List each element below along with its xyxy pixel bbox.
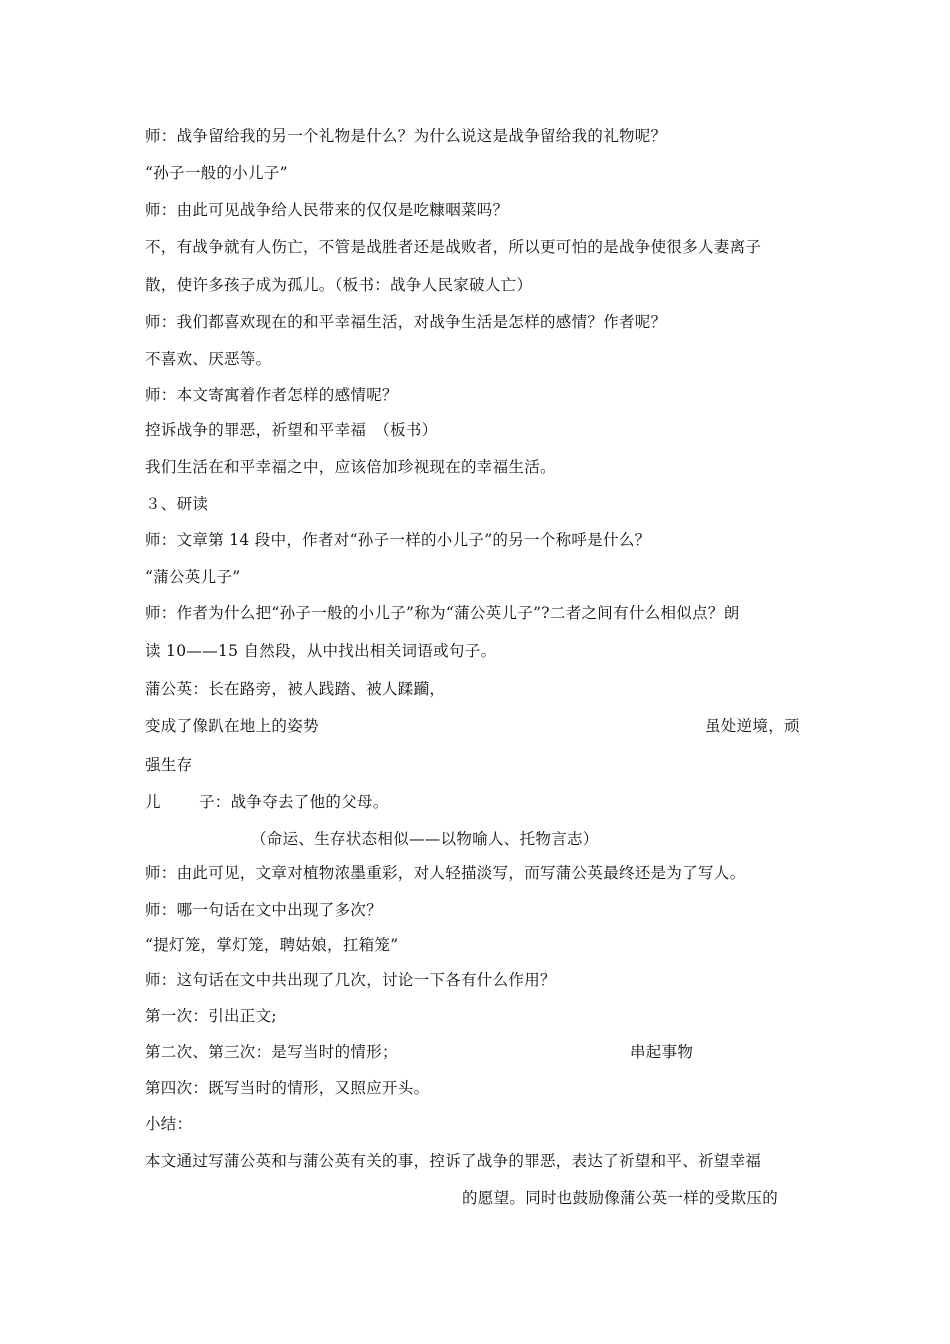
text-line-continued: 子：战争夺去了他的父母。 bbox=[199, 793, 389, 811]
text-line-indented: （命运、生存状态相似——以物喻人、托物言志） bbox=[251, 830, 599, 848]
text-line: 师：战争留给我的另一个礼物是什么？为什么说这是战争留给我的礼物呢？ bbox=[145, 127, 667, 145]
text-line: 我们生活在和平幸福之中，应该倍加珍视现在的幸福生活。 bbox=[145, 458, 556, 476]
text-line: 第四次：既写当时的情形，又照应开头。 bbox=[145, 1079, 430, 1097]
text-line: 师：作者为什么把“孙子一般的小儿子”称为“蒲公英儿子”?二者之间有什么相似点？朗 bbox=[145, 604, 740, 622]
text-line: 散，使许多孩子成为孤儿。（板书：战争人民家破人亡） bbox=[145, 276, 533, 294]
text-line: 师：这句话在文中共出现了几次，讨论一下各有什么作用？ bbox=[145, 971, 556, 989]
text-line: “蒲公英儿子” bbox=[145, 568, 241, 586]
text-line: 蒲公英：长在路旁，被人践踏、被人蹂躏， bbox=[145, 680, 446, 698]
text-line-right: 虽处逆境，顽 bbox=[705, 717, 800, 735]
text-line: 师：由此可见，文章对植物浓墨重彩，对人轻描淡写，而写蒲公英最终还是为了写人。 bbox=[145, 864, 746, 882]
text-line: 第一次：引出正文; bbox=[145, 1007, 277, 1025]
text-line: 小结： bbox=[145, 1115, 193, 1133]
text-line: 不喜欢、厌恶等。 bbox=[145, 350, 272, 368]
section-heading: ３、研读 bbox=[145, 495, 209, 513]
text-line-right: 串起事物 bbox=[630, 1043, 694, 1061]
text-line: “提灯笼，掌灯笼，聘姑娘，扛箱笼” bbox=[145, 936, 399, 954]
text-line: 儿 bbox=[145, 793, 161, 811]
text-line-right: 的愿望。同时也鼓励像蒲公英一样的受欺压的 bbox=[462, 1189, 779, 1207]
text-line: 变成了像趴在地上的姿势 bbox=[145, 717, 319, 735]
text-line: 师：文章第 14 段中，作者对“孙子一样的小儿子”的另一个称呼是什么？ bbox=[145, 531, 651, 549]
text-line: 不，有战争就有人伤亡，不管是战胜者还是战败者，所以更可怕的是战争使很多人妻离子 bbox=[145, 238, 762, 256]
text-line: 师：我们都喜欢现在的和平幸福生活，对战争生活是怎样的感情？作者呢？ bbox=[145, 313, 667, 331]
text-line: “孙子一般的小儿子” bbox=[145, 164, 288, 182]
text-line: 师：哪一句话在文中出现了多次？ bbox=[145, 901, 383, 919]
text-line: 师：本文寄寓着作者怎样的感情呢？ bbox=[145, 386, 398, 404]
text-line: 控诉战争的罪恶，祈望和平幸福 （板书） bbox=[145, 421, 438, 439]
text-line: 本文通过写蒲公英和与蒲公英有关的事，控诉了战争的罪恶，表达了祈望和平、祈望幸福 bbox=[145, 1152, 762, 1170]
text-line: 师：由此可见战争给人民带来的仅仅是吃糠咽菜吗？ bbox=[145, 201, 509, 219]
text-line: 读 10——15 自然段，从中找出相关词语或句子。 bbox=[145, 642, 497, 660]
text-line: 第二次、第三次：是写当时的情形； bbox=[145, 1043, 398, 1061]
text-line: 强生存 bbox=[145, 756, 193, 774]
